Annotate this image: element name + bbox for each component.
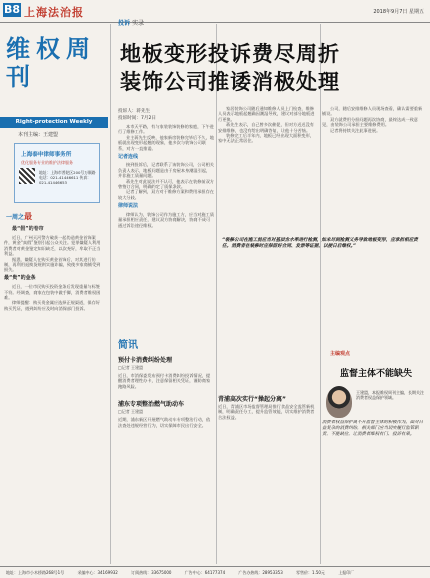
footer-phone: 订阅热线：33675000 bbox=[131, 570, 172, 575]
editor-credit: 本刊主编：王建盟 bbox=[18, 132, 59, 138]
paragraph: 记者了解到，双方对于维修方案和费用承担存在较大分歧。 bbox=[118, 189, 214, 200]
tag-prefix: 投诉 bbox=[118, 20, 131, 27]
paragraph: 装修完工后半年内，地板已经出现大面积变形，家中无法正常居住。 bbox=[218, 133, 314, 144]
column-divider bbox=[110, 24, 111, 564]
section-head-reporter: 记者连线 bbox=[118, 154, 139, 161]
paragraph: 蒋先生对此说法并不认可，他表示在装修前双方曾签订合同，明确约定了质保条款。 bbox=[118, 178, 214, 190]
author-bio: 王建盟，本报维权周刊主编，长期关注消费者权益保护领域。 bbox=[356, 390, 424, 401]
footer-phone: 采编中心：34169932 bbox=[77, 570, 118, 575]
ad-contact-info: 地址：上海市普陀区200号万顺路 电话：021-41446611 传真：021-41446653 bbox=[39, 170, 96, 185]
section-tag bbox=[118, 18, 144, 27]
week-head-char: 最 bbox=[24, 212, 33, 221]
left-column bbox=[0, 23, 108, 563]
tag-suffix: 实录 bbox=[132, 20, 145, 27]
footer-printer: 上报印厂 bbox=[338, 570, 355, 575]
complaint-info: 投诉人：蒋先生 投诉时间：7月2日 bbox=[118, 109, 157, 121]
brief-section-head: 简讯 bbox=[118, 340, 138, 351]
brief-column-a bbox=[118, 352, 214, 562]
paragraph: 公司，随后安排维修人员现场查看，确认需要重新铺设。 bbox=[322, 106, 423, 117]
editorial-title: 监督主体不能缺失 bbox=[340, 369, 413, 379]
ad-subtitle: 优化服务专业的维护法律服务 bbox=[21, 160, 73, 165]
footer-phone: 广告中心：64177374 bbox=[184, 570, 226, 575]
week-head-prefix: 一周之 bbox=[6, 214, 25, 221]
paragraph: 本市天平路，有与家装装饰装修的家庭，下午进行了维修工作。 bbox=[118, 124, 214, 135]
week-subhead: 最“假”的卷帘 bbox=[12, 226, 44, 232]
brief-title: 青浦高次实行“操起分离” bbox=[218, 396, 286, 403]
headline-main: 地板变形投诉费尽周折 bbox=[120, 41, 340, 66]
paragraph: 近日，一位市民购买投资金条后发现重量与标签不符。经调查，商家在包装中做手脚，消费者维权困难。 bbox=[4, 284, 101, 301]
paragraph: 律师提醒：购买贵金属应选择正规渠道，保存好购买凭证，遇到纠纷应及时向消保部门投诉。 bbox=[4, 300, 100, 311]
paragraph: 记者将持续关注此事进展。 bbox=[330, 127, 381, 133]
column-divider bbox=[216, 24, 217, 564]
column-divider bbox=[320, 24, 321, 564]
column-title: 维权周刊 bbox=[6, 35, 96, 91]
article-column-c bbox=[322, 106, 426, 242]
paragraph: 业主蒋先生反映，他家新房装修完毕后不久，地板就出现变形起翘的现象，他多次与装饰公司联系，对方一直推诿。 bbox=[118, 134, 214, 151]
footer-address: 地址：上海市小木桥路268号1号 bbox=[6, 570, 65, 575]
editorial-tag: 主编观点 bbox=[330, 351, 351, 357]
ad-title: 上海泰申律师事务所 bbox=[21, 152, 72, 158]
footer-price: 零售价：1.50元 bbox=[296, 570, 325, 575]
page-badge: B8 bbox=[3, 3, 21, 16]
brief-title: 预付卡消费纠纷处理 bbox=[118, 357, 173, 364]
brief-column-b bbox=[218, 334, 318, 560]
paragraph: 据悉，嫌疑人在购买黄金首饰后，对其进行仿制，再利用退换货规则实施诈骗，致使多家商铺受到损失。 bbox=[4, 256, 101, 273]
paragraph: 近日，广州天河警方破获一起伪造黄金首饰案件，黄金“真假”鉴别引起公众关注。犯罪嫌疑人利用消费者对黄金鉴定知识缺乏，以次充好，牟取不正当利益。 bbox=[4, 235, 101, 257]
issue-date: 2018年9月7日 星期五 bbox=[373, 9, 424, 15]
article-column-b bbox=[218, 106, 318, 336]
author-portrait bbox=[326, 386, 352, 418]
brief-byline: □记者 王建盟 bbox=[118, 365, 144, 370]
masthead bbox=[0, 0, 430, 23]
week-section-head bbox=[6, 211, 32, 222]
newspaper-name: 上海法治报 bbox=[24, 6, 84, 19]
brief-text: 近期，浦东新区开展燃气助动车专项整治行动，依法查处违规经营行为，切实保障市民出行安全。 bbox=[118, 417, 211, 428]
weekly-banner: Right-protection Weekly bbox=[0, 117, 108, 128]
paragraph-subhead: 最“贵”的金条 bbox=[4, 274, 36, 281]
footer-phone: 广告办热线：28953353 bbox=[238, 570, 283, 575]
paragraph: 家居装饰公司随后通知维修人员上门检查，维修人员表示地板起翘确因潮湿导致，建议对部分地板进行更换。 bbox=[218, 106, 315, 122]
headline-sub: 装饰公司推诿消极处理 bbox=[120, 69, 340, 94]
editorial-body: 消费者权益保护离不开监督主体的积极作为。面对日益复杂的消费纠纷，相关部门应当切实履行监管职责，不能缺位，让消费者维权有门、投诉有果。 bbox=[322, 420, 423, 437]
footer bbox=[0, 566, 430, 578]
brief-title: 浦东专项整治燃气助动车 bbox=[118, 401, 185, 409]
brief-text: 近日，市消保委发布预付卡消费纠纷投诉情况，提醒消费者理性办卡，注意保留相关凭证，谨防商家跑路风险。 bbox=[118, 373, 211, 389]
left-article-body bbox=[4, 235, 104, 555]
pull-quote: “装修公司在施工前应当对基层含水率进行检测，如未尽到检测义务导致地板变形，应承担相应责任。消费者在装修时应保留好合同、发票等证据，以便日后维权。” bbox=[222, 238, 418, 250]
law-firm-ad bbox=[14, 143, 100, 203]
brief-text: 近日，青浦区市场监督管理局推行食品安全监管新机制，明确责任分工，提升监管效能，切实维护消费者合法权益。 bbox=[218, 404, 315, 420]
paragraph: 蒋先生表示，自己曾多次催促，但对方迟迟没有安排维修，也没有给出明确答复，让他十分苦恼。 bbox=[218, 122, 314, 133]
section-head-lawyer: 律师说法 bbox=[118, 203, 139, 210]
paragraph: 接到投诉后，记者联系了该装饰公司，公司相关负责人表示，地板问题是由于房屋本身潮湿引起，并非施工质量问题。 bbox=[118, 162, 214, 179]
paragraph: 双方就费用分担问题再次协商，最终达成一致意见，由装饰公司承担主要维修费用。 bbox=[322, 116, 418, 128]
brief-byline: □记者 王建盟 bbox=[118, 409, 144, 415]
paragraph: 律师认为，装饰公司作为施工方，应当对施工质量承担相应责任，建议双方协商解决，协商不成可通过诉讼途径维权。 bbox=[118, 211, 214, 228]
qr-code-icon bbox=[19, 168, 35, 184]
